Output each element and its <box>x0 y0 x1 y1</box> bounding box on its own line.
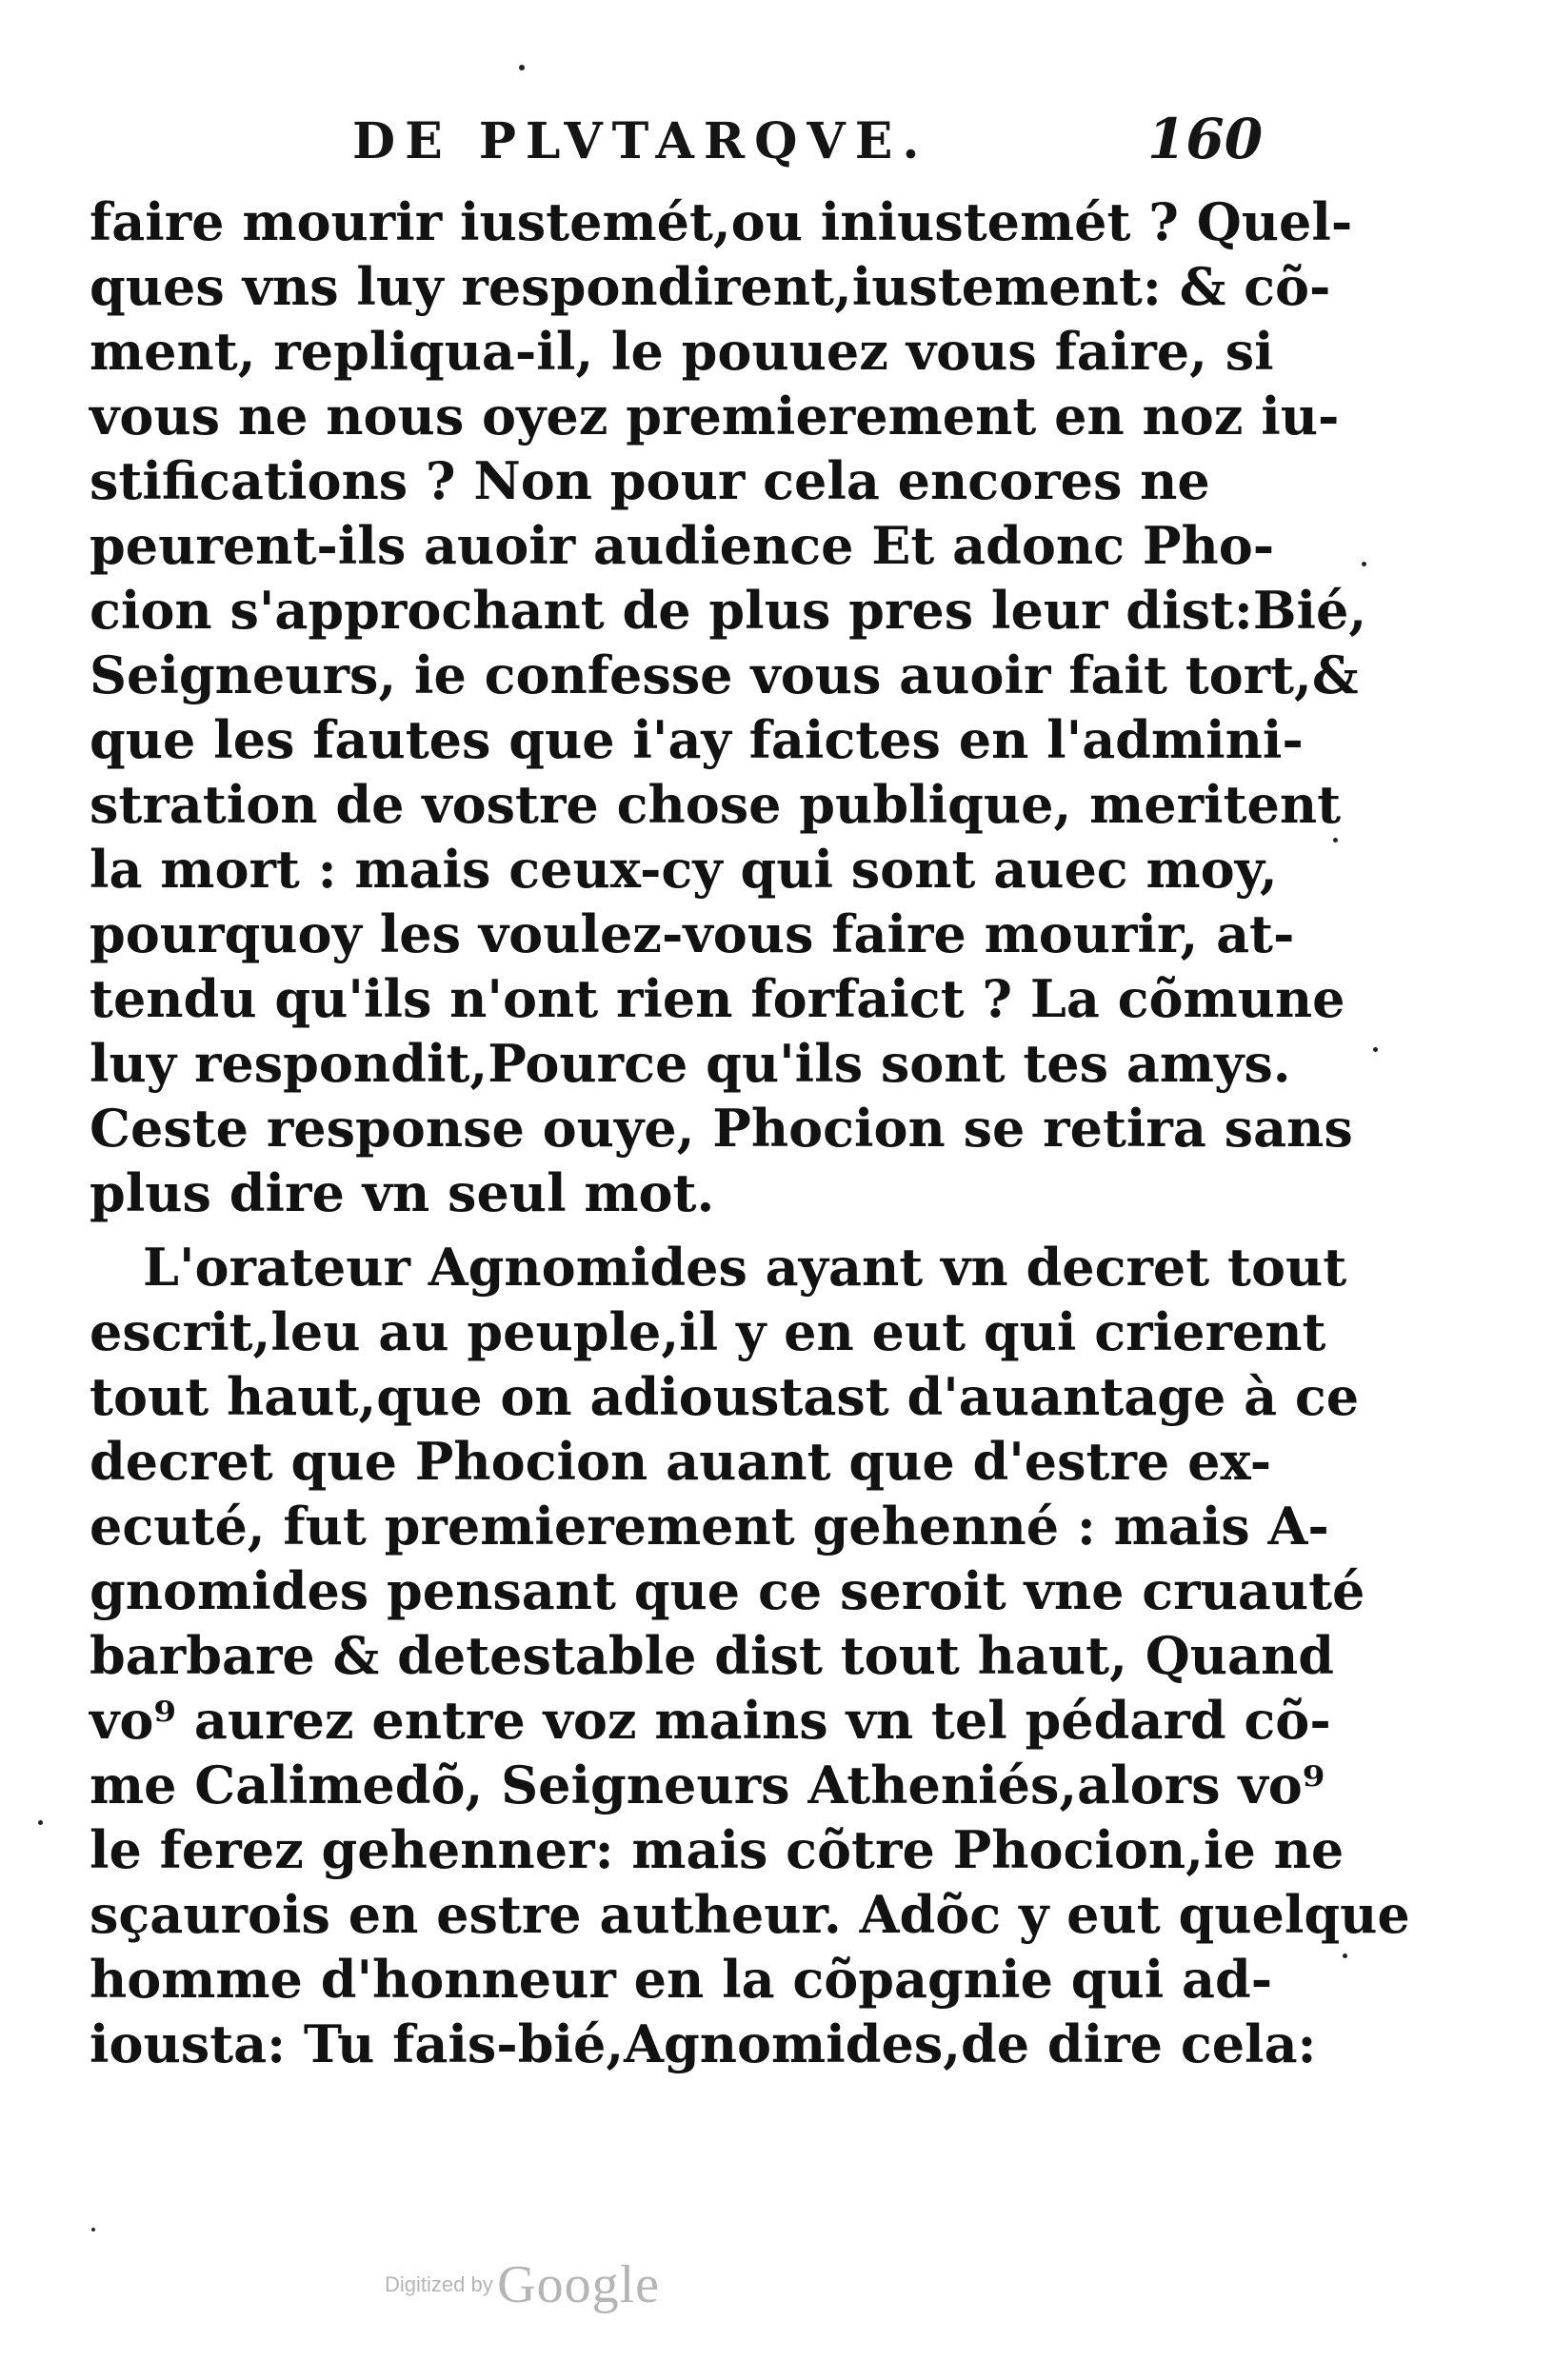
text-line-4: vous ne nous oyez premierement en noz iu- <box>90 386 1340 446</box>
paragraph-2-line-1: L'orateur Agnomides ayant vn decret tout <box>143 1237 1347 1298</box>
text-line-15: Ceste response ouye, Phocion se retira sans <box>90 1098 1353 1159</box>
text-line-19: tout haut,que on adioustast d'auantage à ce <box>90 1366 1360 1427</box>
scan-speck <box>91 2228 95 2231</box>
scan-speck <box>1362 562 1366 566</box>
text-line-7: cion s'approchant de plus pres leur dist:Bié, <box>90 580 1367 641</box>
text-line-27: sçaurois en estre autheur. Adõc y eut quelque <box>90 1884 1410 1945</box>
digitized-label: Digitized by <box>385 2272 493 2296</box>
google-logo: Google <box>497 2255 661 2314</box>
text-line-23: barbare & detestable dist tout haut, Quand <box>90 1625 1335 1686</box>
text-line-20: decret que Phocion auant que d'estre ex- <box>90 1431 1272 1492</box>
text-line-8: Seigneurs, ie confesse vous auoir fait tort,& <box>90 645 1359 705</box>
text-line-11: la mort : mais ceux-cy qui sont auec moy, <box>90 839 1278 900</box>
text-line-22: gnomides pensant que ce seroit vne cruauté <box>90 1560 1365 1621</box>
text-line-3: ment, repliqua-il, le pouuez vous faire, si <box>90 321 1274 382</box>
scan-speck <box>1373 1047 1378 1052</box>
scan-speck <box>1343 1954 1347 1958</box>
text-line-26: le ferez gehenner: mais cõtre Phocion,ie ne <box>90 1819 1345 1880</box>
scan-speck <box>1333 838 1338 843</box>
running-title: DE PLVTARQVE. <box>352 112 929 170</box>
digitized-watermark <box>385 2254 660 2315</box>
text-line-2: ques vns luy respondirent,iustement: & cõ- <box>90 256 1331 317</box>
page-number: 160 <box>1147 107 1264 171</box>
text-line-24: vo⁹ aurez entre voz mains vn tel pédard cõ- <box>90 1690 1331 1751</box>
text-line-9: que les fautes que i'ay faictes en l'admini- <box>90 709 1304 770</box>
text-line-13: tendu qu'ils n'ont rien forfaict ? La cõmune <box>90 968 1345 1029</box>
scan-speck <box>38 1820 43 1825</box>
text-line-14: luy respondit,Pource qu'ils sont tes amys. <box>90 1033 1291 1094</box>
text-line-1: faire mourir iustemét,ou iniustemét ? Quel- <box>90 191 1353 252</box>
text-line-5: stifications ? Non pour cela encores ne <box>90 450 1210 511</box>
text-line-25: me Calimedõ, Seigneurs Atheniés,alors vo⁹ <box>90 1755 1325 1815</box>
text-line-12: pourquoy les voulez-vous faire mourir, at- <box>90 903 1295 964</box>
text-line-18: escrit,leu au peuple,il y en eut qui crierent <box>90 1301 1326 1362</box>
text-line-29: iousta: Tu fais-bié,Agnomides,de dire cela: <box>90 2013 1317 2074</box>
text-line-28: homme d'honneur en la cõpagnie qui ad- <box>90 1949 1273 2010</box>
text-line-16: plus dire vn seul mot. <box>90 1162 715 1223</box>
text-line-21: ecuté, fut premierement gehenné : mais A- <box>90 1496 1329 1557</box>
text-line-10: stration de vostre chose publique, meritent <box>90 774 1342 835</box>
scan-speck <box>519 65 525 70</box>
text-line-6: peurent-ils auoir audience Et adonc Pho- <box>90 515 1275 576</box>
